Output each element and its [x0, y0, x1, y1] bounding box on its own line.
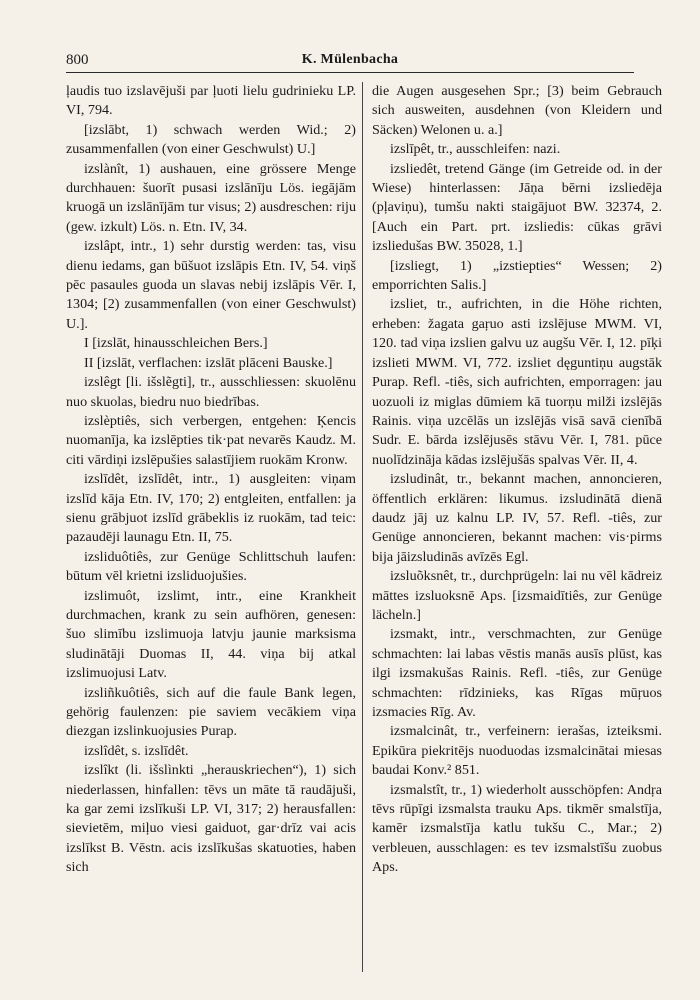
column-divider — [362, 82, 363, 972]
dictionary-entry: I [izslāt, hinausschleichen Bers.] — [84, 335, 268, 352]
dictionary-entry: ļaudis tuo izslavējuši par ļuoti lielu gudrinieku LP. VI, 794. — [66, 83, 356, 119]
right-column — [372, 82, 662, 878]
dictionary-entry: II [izslāt, verflachen: izslāt plāceni Bauske.] — [84, 354, 333, 371]
dictionary-entry: izsluõksnêt, tr., durchprügeln: lai nu vēl kādreiz māttes izsluoksnē Aps. [izsmaidītiês, zur Genüge lächeln.] — [372, 568, 662, 623]
dictionary-entry: izslîkt (li. išslìnkti „herauskriechen“), 1) sich niederlassen, hinfallen: tēvs un māte tā raudājuši, ka gar zemi izslīkuši LP. VI, 317; 2) herausfallen: sievietēm, miļuo viesi gaiduot, gar·drīz vai acis izslīkst B. Vēstn. acis izslīkušas skatuoties, haben sich — [66, 762, 356, 876]
dictionary-entry: izsludinât, tr., bekannt machen, annoncieren, öffentlich erklären: likumus. izsludinātā dienā daudz jāj uz kalnu LP. IV, 57. Refl. -tiês, zur Genüge annoncieren, bekannt machen: vis·pirms bija jāizsludinās avīzēs Egl. — [372, 471, 662, 565]
dictionary-entry: izslêgt [li. išslẽgti], tr., ausschliessen: skuolēnu nuo skuolas, biedru nuo biedrības. — [66, 374, 356, 410]
dictionary-entry: izslîdêt, s. izslīdêt. — [84, 742, 189, 759]
dictionary-entry: izsliñkuôtiês, sich auf die faule Bank legen, gehörig faulenzen: pie saviem vecākiem viņa diezgan izslinkuojusies Purap. — [66, 684, 356, 740]
left-column — [66, 82, 356, 878]
dictionary-entry: [izslābt, 1) schwach werden Wid.; 2) zusammenfallen (von einer Geschwulst) U.] — [66, 121, 356, 158]
page-number: 800 — [66, 52, 89, 68]
dictionary-entry: izslimuôt, izslimt, intr., eine Krankheit durchmachen, krank zu sein aufhören, genesen: šuo slimību izslimuoja latvju jaunie marksisma sludinātāji Duomas II, 44. viņa bij atkal izslimuojusi Latv. — [66, 587, 356, 682]
dictionary-entry: izsmalcinât, tr., verfeinern: ierašas, izteiksmi. Epikūra piekritējs nuoduodas izsmalcinātai miesas baudai Konv.² 851. — [372, 723, 662, 779]
dictionary-entry: izsmakt, intr., verschmachten, zur Genüge schmachten: lai labas vēstis manās ausīs plūst, kas ilgi izsmakušas Rainis. Refl. -tiês, zur Genüge schmachten: rīdzinieks, kas Rīgas mūŗuos izsmacies Rīg. Av. — [372, 626, 662, 720]
dictionary-entry: izsliduôtiês, zur Genüge Schlittschuh laufen: būtum vēl krietni izsliduojušies. — [66, 548, 356, 585]
dictionary-entry: die Augen ausgesehen Spr.; [3) beim Gebrauch sich ausweiten, ausdehnen (von Kleidern und Säcken) Welonen u. a.] — [372, 83, 662, 138]
dictionary-entry: izslèptiês, sich verbergen, entgehen: Ķencis nuomanīja, ka izslēpties tik·pat nevarēs Kaudz. M. citi vārdiņi izslēpušies salastījiem ruokām Kronw. — [66, 412, 356, 468]
running-head: K. Mülenbacha — [301, 52, 399, 67]
page-header — [66, 50, 634, 73]
dictionary-entry: izslīdêt, izslīdêt, intr., 1) ausgleiten: viņam izslīd kāja Etn. IV, 170; 2) entgleiten, entfallen: ja sienu grābjuot izslīd grābeklis iz ruokām, tad teic: pazaudēji launagu Etn. II, 75. — [66, 471, 356, 546]
dictionary-entry: izslâpt, intr., 1) sehr durstig werden: tas, visu dienu iedams, gan būšuot izslāpis Etn. IV, 54. viņš pēc pasaules guoda un slavas nebij izslāpis Vēr. I, 1304; [2) zusammenfallen (von einer Geschwulst) U.]. — [66, 238, 356, 332]
dictionary-entry: [izsliegt, 1) „izstiepties“ Wessen; 2) emporrichten Salis.] — [372, 257, 662, 294]
dictionary-entry: izsliedêt, tretend Gänge (im Getreide od. in der Wiese) hinterlassen: Jāņa bērni izsliedēja (pļaviņu), tumšu nakti staigājuot BW. 32374, 2. [Auch ein Part. prt. izsliedis: cūkas grāvi izsliedušas BW. 35028, 1.] — [372, 160, 662, 255]
dictionary-entry: izsliet, tr., aufrichten, in die Höhe richten, erheben: žagata gaŗuo asti izslējuse MWM. VI, 120. tad viņa izslien galvu uz augšu Vēr. I, 12. pīķi izslieti MWM. VI, 772. izsliet dęguntiņu augstāk Purap. Refl. -tiês, sich aufrichten, emporragen: jau uozuoli iz miglas dūmiem kā tuorņu milži izslējās Rainis. viņa uzcēlās un izslējās visā savā cienībā Sudr. E. bārda izslējusēs stāvu Vēr. I, 781. pūce nuolīdzināja kādas izslējušās spalvas Vēr. II, 4. — [372, 296, 662, 468]
dictionary-entry: izslànît, 1) aushauen, eine grössere Menge durchhauen: šuorīt pusasi izslānīju Lös. iegājām kruogā un izslānījām tur visus; 2) ausdreschen: riju (gew. izkult) Lös. n. Etn. IV, 34. — [66, 160, 356, 235]
dictionary-entry: izslīpêt, tr., ausschleifen: nazi. — [390, 141, 561, 158]
dictionary-entry: izsmalstît, tr., 1) wiederholt ausschöpfen: Andŗa tēvs rūpīgi izsmalsta trauku Aps. tikmēr smalstīja, kamēr izsmalstīja katlu tukšu C., Mar.; 2) verbleuen, ausschlagen: es tev izsmalstīšu zuobus Aps. — [372, 781, 662, 876]
